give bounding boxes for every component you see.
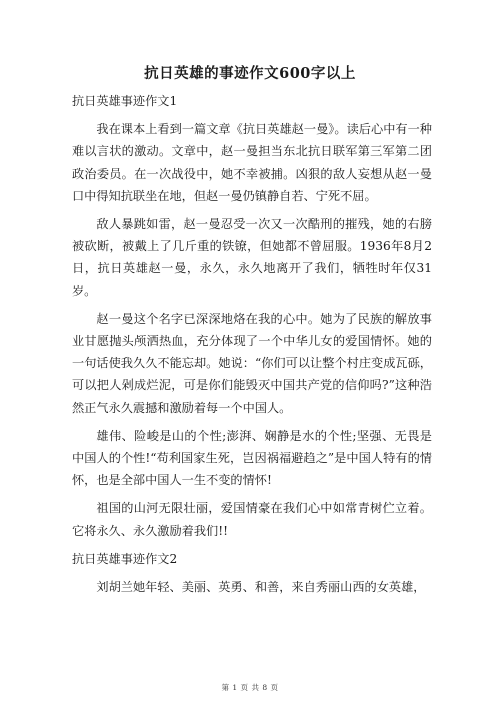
document-title: 抗日英雄的事迹作文600字以上	[144, 65, 356, 82]
paragraph-3: 赵一曼这个名字已深深地烙在我的心中。她为了民族的解放事业甘愿抛头颅洒热血，充分体现了一个中华儿女的爱国情怀。她的一句话使我久久不能忘却。她说：“你们可以让整个村庄变成瓦砾，可以把人剁成烂泥，可是你们能毁灭中国共产党的信仰吗?”这种浩然正气永久震撼和激励着每一个中国人。	[72, 311, 432, 415]
paragraph-2: 敌人暴跳如雷，赵一曼忍受一次又一次酷刑的摧残，她的右膀被砍断，被戴上了几斤重的铁镣，但她都不曾屈服。1936年8月2日，抗日英雄赵一曼，永久，永久地离开了我们，牺牲时年仅31岁。	[72, 217, 432, 298]
document-body	[72, 90, 432, 604]
section-heading-2: 抗日英雄事迹作文2	[72, 551, 178, 566]
paragraph-6: 刘胡兰她年轻、美丽、英勇、和善，来自秀丽山西的女英雄，	[96, 580, 426, 595]
paragraph-5: 祖国的山河无限壮丽，爱国情豪在我们心中如常青树伫立着。它将永久、永久激励着我们!!	[72, 501, 432, 538]
page-indicator: 第 1 页 共 8 页	[221, 683, 279, 692]
paragraph-1: 我在课本上看到一篇文章《抗日英雄赵一曼》。读后心中有一种难以言状的激动。文章中，赵一曼担当东北抗日联军第三军第二团政治委员。在一次战役中，她不幸被捕。凶狠的敌人妄想从赵一曼口中得知抗联坐在地，但赵一曼仍镇静自若、宁死不屈。	[72, 122, 432, 203]
section-heading-1: 抗日英雄事迹作文1	[72, 94, 178, 108]
paragraph-4: 雄伟、险峻是山的个性;澎湃、娴静是水的个性;坚强、无畏是中国人的个性!“苟利国家生死，岂因祸福避趋之”是中国人特有的情怀，也是全部中国人一生不变的情怀!	[72, 428, 432, 488]
